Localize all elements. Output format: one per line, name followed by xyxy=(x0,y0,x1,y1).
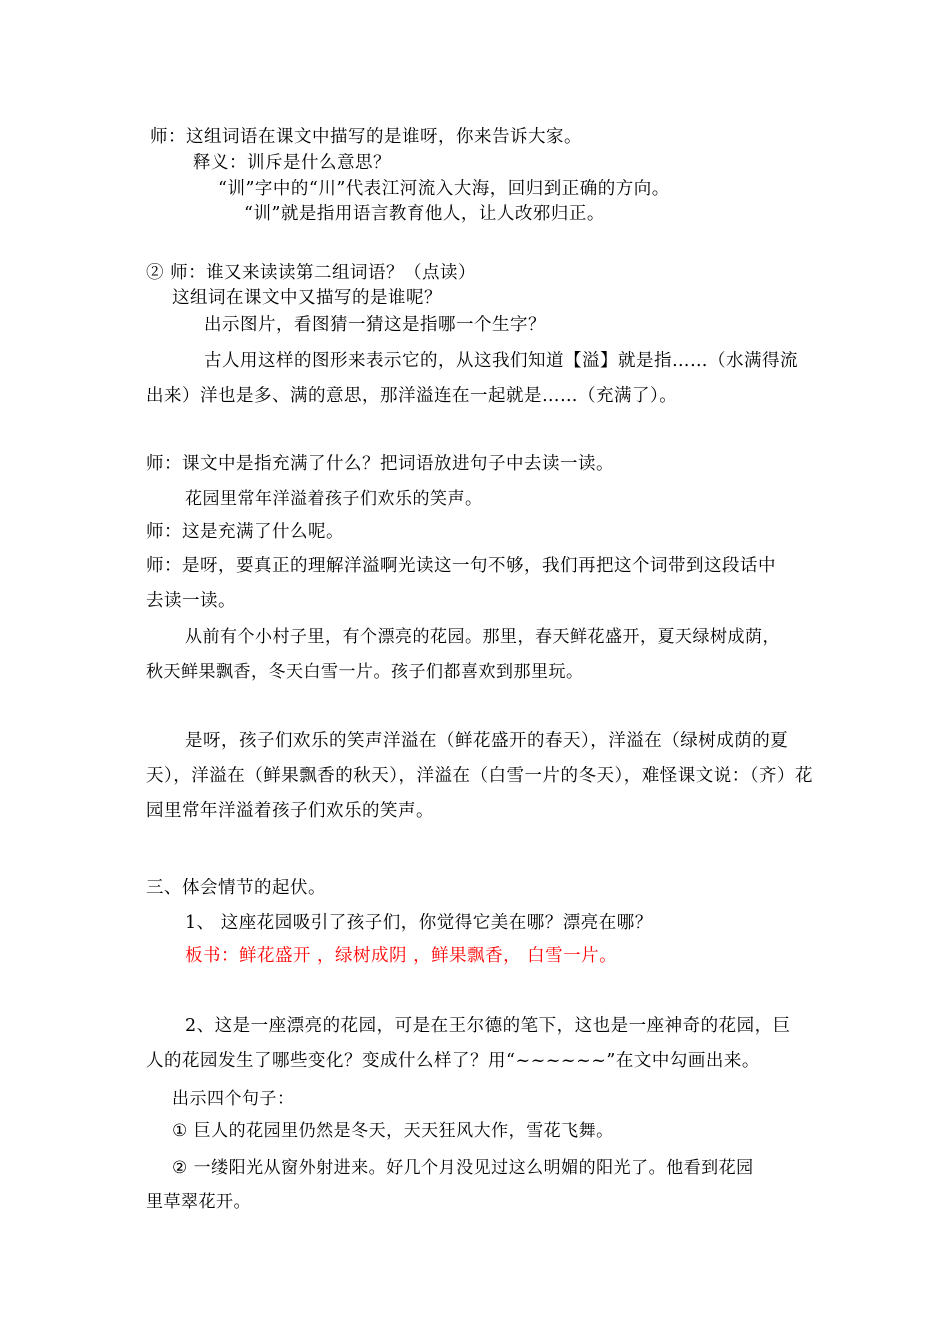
four-sentences-prompt: 出示四个句子： xyxy=(172,1089,295,1109)
definition-question-line: 释义：训斥是什么意思？ xyxy=(193,153,391,173)
teacher-followup-line: 师：这是充满了什么呢。 xyxy=(146,522,344,542)
definition-explanation-line: “训”字中的“川”代表江河流入大海，回归到正确的方向。 xyxy=(218,179,670,199)
second-word-group-line: ② 师：谁又来读读第二组词语？（点读） xyxy=(146,263,477,283)
second-group-question-line: 这组词在课文中又描写的是谁呢？ xyxy=(172,288,442,308)
question-two-line-1: 2、这是一座漂亮的花园，可是在王尔德的笔下，这也是一座神奇的花园，巨 xyxy=(185,1016,791,1036)
question-one-line: 1、 这座花园吸引了孩子们，你觉得它美在哪？漂亮在哪？ xyxy=(185,913,653,933)
sentence-two-line-1: ② 一缕阳光从窗外射进来。好几个月没见过这么明媚的阳光了。他看到花园 xyxy=(172,1158,754,1178)
summary-paragraph-line-2: 天），洋溢在（鲜果飘香的秋天），洋溢在（白雪一片的冬天），难怪课文说：（齐）花 xyxy=(146,766,813,786)
picture-prompt-line: 出示图片，看图猜一猜这是指哪一个生字？ xyxy=(204,315,546,335)
ancient-character-line: 古人用这样的图形来表示它的，从这我们知道【溢】就是指……（水满得流 xyxy=(204,351,798,371)
teacher-reading-prompt-line: 师：课文中是指充满了什么？把词语放进句子中去读一读。 xyxy=(146,454,614,474)
teacher-explanation-line-1: 师：是呀，要真正的理解洋溢啊光读这一句不够，我们再把这个词带到这段话中 xyxy=(146,556,776,576)
story-passage-line-2: 秋天鲜果飘香，冬天白雪一片。孩子们都喜欢到那里玩。 xyxy=(146,662,584,682)
section-three-heading: 三、体会情节的起伏。 xyxy=(146,878,326,898)
teacher-explanation-line-2: 去读一读。 xyxy=(146,591,236,611)
teacher-question-line: 师：这组词语在课文中描写的是谁呀，你来告诉大家。 xyxy=(150,127,582,147)
meaning-summary-line: 出来）洋也是多、满的意思，那洋溢连在一起就是……（充满了）。 xyxy=(146,386,678,406)
question-two-line-2: 人的花园发生了哪些变化？变成什么样了？用“~~~~~~”在文中勾画出来。 xyxy=(146,1051,760,1071)
summary-paragraph-line-3: 园里常年洋溢着孩子们欢乐的笑声。 xyxy=(146,801,434,821)
story-passage-line-1: 从前有个小村子里，有个漂亮的花园。那里，春天鲜花盛开，夏天绿树成荫， xyxy=(185,627,780,647)
summary-paragraph-line-1: 是呀，孩子们欢乐的笑声洋溢在（鲜花盛开的春天），洋溢在（绿树成荫的夏 xyxy=(185,731,789,751)
sentence-two-line-2: 里草翠花开。 xyxy=(146,1192,251,1212)
example-sentence-line: 花园里常年洋溢着孩子们欢乐的笑声。 xyxy=(185,489,483,509)
blackboard-note-line: 板书：鲜花盛开 ，绿树成阴 ，鲜果飘香， 白雪一片。 xyxy=(185,946,618,966)
definition-meaning-line: “训”就是指用语言教育他人，让人改邪归正。 xyxy=(244,204,605,224)
sentence-one-line: ① 巨人的花园里仍然是冬天，天天狂风大作，雪花飞舞。 xyxy=(172,1121,614,1141)
